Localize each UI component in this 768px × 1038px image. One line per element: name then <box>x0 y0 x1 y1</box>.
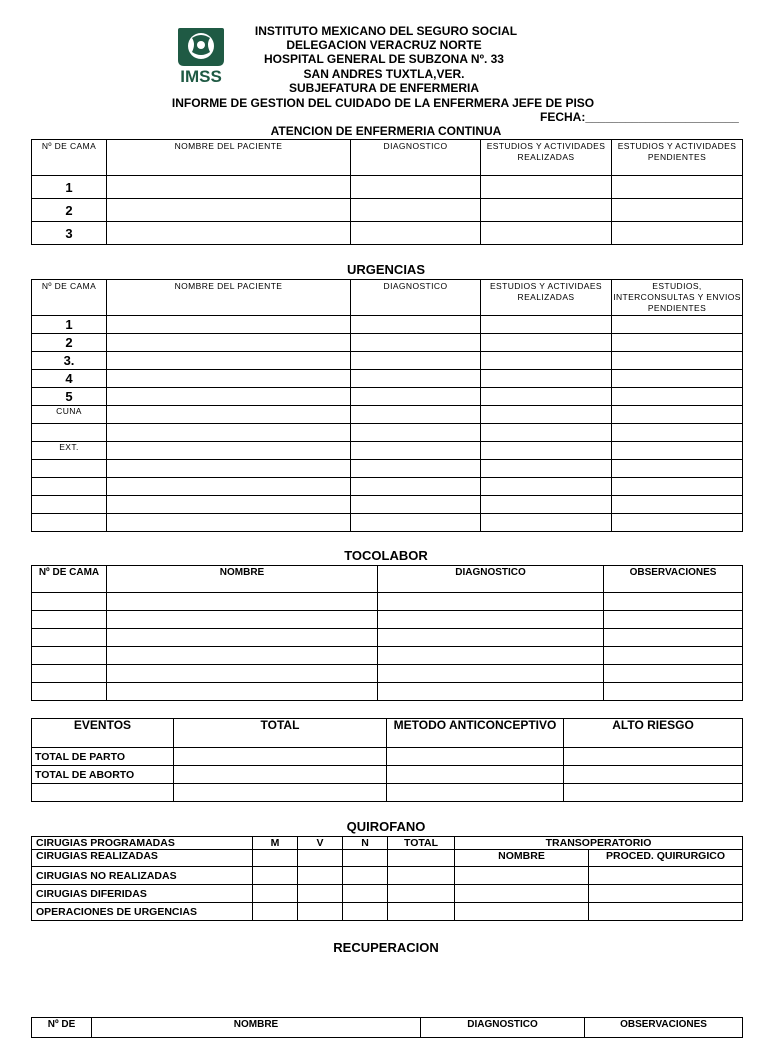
table-row <box>32 370 743 388</box>
col-header: METODO ANTICONCEPTIVO <box>387 719 564 748</box>
cell[interactable] <box>564 784 743 802</box>
cell[interactable] <box>298 850 343 867</box>
header-line-4: SAN ANDRES TUXTLA,VER. <box>303 67 465 81</box>
cell[interactable] <box>107 352 351 370</box>
fecha-field[interactable]: FECHA:_______________________ <box>540 110 739 124</box>
cell[interactable] <box>174 766 387 784</box>
cell[interactable] <box>107 593 378 611</box>
bed-number: CUNA <box>32 406 107 424</box>
cell[interactable] <box>32 593 107 611</box>
cell[interactable] <box>298 867 343 885</box>
cell[interactable] <box>481 460 612 478</box>
cell[interactable] <box>351 370 481 388</box>
cell[interactable] <box>253 867 298 885</box>
cell[interactable] <box>253 885 298 903</box>
cell[interactable] <box>604 629 743 647</box>
col-header-proced: PROCED. QUIRURGICO <box>589 850 743 867</box>
table-row <box>32 683 743 701</box>
row-label: CIRUGIAS NO REALIZADAS <box>32 867 253 885</box>
header-line-3: HOSPITAL GENERAL DE SUBZONA Nº. 33 <box>264 52 504 66</box>
col-header: Nº DE <box>32 1018 92 1038</box>
cell[interactable] <box>604 665 743 683</box>
row-label: CIRUGIAS DIFERIDAS <box>32 885 253 903</box>
cell[interactable] <box>612 352 743 370</box>
cell[interactable] <box>612 199 743 222</box>
cell[interactable] <box>612 460 743 478</box>
cell[interactable] <box>481 199 612 222</box>
cell[interactable] <box>351 388 481 406</box>
cell[interactable] <box>107 665 378 683</box>
cell[interactable] <box>612 334 743 352</box>
continua-table <box>31 139 743 245</box>
cell[interactable] <box>107 460 351 478</box>
row-label: TOTAL DE PARTO <box>32 748 174 766</box>
cell[interactable] <box>107 478 351 496</box>
col-header: OBSERVACIONES <box>604 566 743 593</box>
table-row <box>32 885 743 903</box>
cell[interactable] <box>107 629 378 647</box>
cell[interactable] <box>298 885 343 903</box>
col-header: Nº DE CAMA <box>32 140 107 176</box>
cell[interactable] <box>481 514 612 532</box>
cell[interactable] <box>612 424 743 442</box>
cell[interactable] <box>107 683 378 701</box>
col-header: DIAGNOSTICO <box>378 566 604 593</box>
cell[interactable] <box>107 442 351 460</box>
cell[interactable] <box>351 424 481 442</box>
col-header-nombre: NOMBRE <box>455 850 589 867</box>
col-header-n: N <box>343 837 388 850</box>
cell[interactable] <box>387 748 564 766</box>
table-row <box>32 199 743 222</box>
table-row <box>32 629 743 647</box>
table-row <box>32 867 743 885</box>
bed-number: 3 <box>32 222 107 245</box>
cell[interactable] <box>589 903 743 921</box>
cell[interactable] <box>589 867 743 885</box>
bed-number <box>32 496 107 514</box>
bed-number <box>32 514 107 532</box>
table-row <box>32 478 743 496</box>
cell[interactable] <box>343 867 388 885</box>
cell[interactable] <box>351 176 481 199</box>
col-header: ESTUDIOS, INTERCONSULTAS Y ENVIOS PENDIENTES <box>612 280 743 316</box>
cell[interactable] <box>378 611 604 629</box>
cell[interactable] <box>107 514 351 532</box>
col-header: NOMBRE DEL PACIENTE <box>107 280 351 316</box>
table-row <box>32 903 743 921</box>
table-row <box>32 388 743 406</box>
col-header: NOMBRE DEL PACIENTE <box>107 140 351 176</box>
recuperacion-title: RECUPERACION <box>333 940 439 955</box>
cell[interactable] <box>455 885 589 903</box>
cell[interactable] <box>107 176 351 199</box>
cell[interactable] <box>107 388 351 406</box>
cell[interactable] <box>481 388 612 406</box>
cell[interactable] <box>388 867 455 885</box>
bed-number <box>32 478 107 496</box>
table-row <box>32 593 743 611</box>
table-row <box>32 352 743 370</box>
cell[interactable] <box>174 748 387 766</box>
cell[interactable] <box>351 334 481 352</box>
logo-text: IMSS <box>180 67 222 86</box>
table-row <box>32 784 743 802</box>
quirofano-table <box>31 836 743 921</box>
cell[interactable] <box>481 424 612 442</box>
cell[interactable] <box>107 406 351 424</box>
cell[interactable] <box>612 478 743 496</box>
cell[interactable] <box>351 316 481 334</box>
cell[interactable] <box>298 903 343 921</box>
col-header: EVENTOS <box>32 719 174 748</box>
tocolabor-title: TOCOLABOR <box>344 548 428 563</box>
header-line-2: DELEGACION VERACRUZ NORTE <box>286 38 482 52</box>
cell[interactable] <box>481 496 612 514</box>
cell[interactable] <box>604 683 743 701</box>
cell[interactable] <box>481 222 612 245</box>
col-header: DIAGNOSTICO <box>351 280 481 316</box>
cell[interactable] <box>32 665 107 683</box>
table-row <box>32 406 743 424</box>
cell[interactable] <box>455 903 589 921</box>
header-line-1: INSTITUTO MEXICANO DEL SEGURO SOCIAL <box>254 24 518 38</box>
col-header: ALTO RIESGO <box>564 719 743 748</box>
cell[interactable] <box>481 478 612 496</box>
cell[interactable] <box>378 593 604 611</box>
table-header-row <box>32 140 743 176</box>
cell[interactable] <box>32 611 107 629</box>
urgencias-title: URGENCIAS <box>346 262 425 277</box>
cell[interactable] <box>612 176 743 199</box>
table-row <box>32 850 743 867</box>
col-header: Nº DE CAMA <box>32 280 107 316</box>
cell[interactable] <box>612 496 743 514</box>
cell[interactable] <box>481 352 612 370</box>
bed-number: 2 <box>32 334 107 352</box>
cell[interactable] <box>351 478 481 496</box>
col-header: NOMBRE <box>92 1018 421 1038</box>
cell[interactable] <box>612 406 743 424</box>
cell[interactable] <box>481 406 612 424</box>
cell[interactable] <box>351 199 481 222</box>
col-header: Nº DE CAMA <box>32 566 107 593</box>
cell[interactable] <box>351 460 481 478</box>
bed-number: 3. <box>32 352 107 370</box>
cell[interactable] <box>32 647 107 665</box>
table-row <box>32 647 743 665</box>
col-header: OBSERVACIONES <box>585 1018 743 1038</box>
cell[interactable] <box>378 647 604 665</box>
cell[interactable] <box>107 424 351 442</box>
cell[interactable] <box>481 316 612 334</box>
row-label: TOTAL DE ABORTO <box>32 766 174 784</box>
table-header-row <box>32 566 743 593</box>
bed-number: 1 <box>32 176 107 199</box>
col-header-m: M <box>253 837 298 850</box>
cell[interactable] <box>481 176 612 199</box>
col-header: DIAGNOSTICO <box>351 140 481 176</box>
quirofano-title: QUIROFANO <box>346 819 426 834</box>
table-row <box>32 611 743 629</box>
cell[interactable] <box>107 334 351 352</box>
cell[interactable] <box>351 442 481 460</box>
cell[interactable] <box>107 647 378 665</box>
table-row <box>32 665 743 683</box>
cell[interactable] <box>253 850 298 867</box>
cell[interactable] <box>343 903 388 921</box>
cell[interactable] <box>612 370 743 388</box>
cell[interactable] <box>564 748 743 766</box>
col-header: ESTUDIOS Y ACTIVIDADES REALIZADAS <box>481 140 612 176</box>
bed-number: 5 <box>32 388 107 406</box>
col-header-v: V <box>298 837 343 850</box>
table-row <box>32 514 743 532</box>
cell[interactable] <box>455 867 589 885</box>
table-row <box>32 334 743 352</box>
col-header: NOMBRE <box>107 566 378 593</box>
cell[interactable] <box>32 683 107 701</box>
cell[interactable] <box>351 496 481 514</box>
table-header-row <box>32 1018 743 1038</box>
cell[interactable] <box>612 514 743 532</box>
table-header-row <box>32 837 743 850</box>
cell[interactable] <box>107 611 378 629</box>
row-label: CIRUGIAS PROGRAMADAS <box>32 837 253 850</box>
tocolabor-table <box>31 565 743 701</box>
cell[interactable] <box>387 784 564 802</box>
cell[interactable] <box>388 903 455 921</box>
cell[interactable] <box>351 514 481 532</box>
col-header: TOTAL <box>174 719 387 748</box>
cell[interactable] <box>351 406 481 424</box>
cell[interactable] <box>351 222 481 245</box>
cell[interactable] <box>612 388 743 406</box>
cell[interactable] <box>589 885 743 903</box>
cell[interactable] <box>612 316 743 334</box>
cell[interactable] <box>378 683 604 701</box>
cell[interactable] <box>388 885 455 903</box>
eventos-table <box>31 718 743 802</box>
cell[interactable] <box>107 496 351 514</box>
header-line-5: SUBJEFATURA DE ENFERMERIA <box>288 81 479 95</box>
table-header-row <box>32 280 743 316</box>
row-label <box>32 784 174 802</box>
bed-number <box>32 460 107 478</box>
table-row <box>32 442 743 460</box>
cell[interactable] <box>378 629 604 647</box>
cell[interactable] <box>481 334 612 352</box>
cell[interactable] <box>481 370 612 388</box>
header-line-6: INFORME DE GESTION DEL CUIDADO DE LA ENFERMERA JEFE DE PISO <box>171 96 595 110</box>
cell[interactable] <box>107 316 351 334</box>
cell[interactable] <box>481 442 612 460</box>
table-row <box>32 316 743 334</box>
cell[interactable] <box>351 352 481 370</box>
cell[interactable] <box>107 222 351 245</box>
cell[interactable] <box>604 647 743 665</box>
table-row <box>32 176 743 199</box>
urgencias-table <box>31 279 743 532</box>
cell[interactable] <box>612 442 743 460</box>
bed-number: 2 <box>32 199 107 222</box>
recuperacion-table <box>31 1017 743 1038</box>
table-header-row <box>32 719 743 748</box>
cell[interactable] <box>32 629 107 647</box>
cell[interactable] <box>604 593 743 611</box>
cell[interactable] <box>612 222 743 245</box>
bed-number: 1 <box>32 316 107 334</box>
bed-number <box>32 424 107 442</box>
col-header: ESTUDIOS Y ACTIVIDAES REALIZADAS <box>481 280 612 316</box>
cell[interactable] <box>388 850 455 867</box>
row-label: OPERACIONES DE URGENCIAS <box>32 903 253 921</box>
continua-title: ATENCION DE ENFERMERIA CONTINUA <box>270 124 502 138</box>
col-header-total: TOTAL <box>388 837 455 850</box>
table-row <box>32 496 743 514</box>
cell[interactable] <box>343 885 388 903</box>
table-row <box>32 748 743 766</box>
table-row <box>32 460 743 478</box>
col-header: ESTUDIOS Y ACTIVIDADES PENDIENTES <box>612 140 743 176</box>
col-header: DIAGNOSTICO <box>421 1018 585 1038</box>
table-row <box>32 424 743 442</box>
cell[interactable] <box>604 611 743 629</box>
cell[interactable] <box>378 665 604 683</box>
cell[interactable] <box>107 370 351 388</box>
bed-number: 4 <box>32 370 107 388</box>
cell[interactable] <box>253 903 298 921</box>
cell[interactable] <box>343 850 388 867</box>
row-label: CIRUGIAS REALIZADAS <box>32 850 253 867</box>
table-row <box>32 222 743 245</box>
cell[interactable] <box>107 199 351 222</box>
cell[interactable] <box>174 784 387 802</box>
bed-number: EXT. <box>32 442 107 460</box>
col-header-transoperatorio: TRANSOPERATORIO <box>455 837 743 850</box>
cell[interactable] <box>564 766 743 784</box>
cell[interactable] <box>387 766 564 784</box>
table-row <box>32 766 743 784</box>
